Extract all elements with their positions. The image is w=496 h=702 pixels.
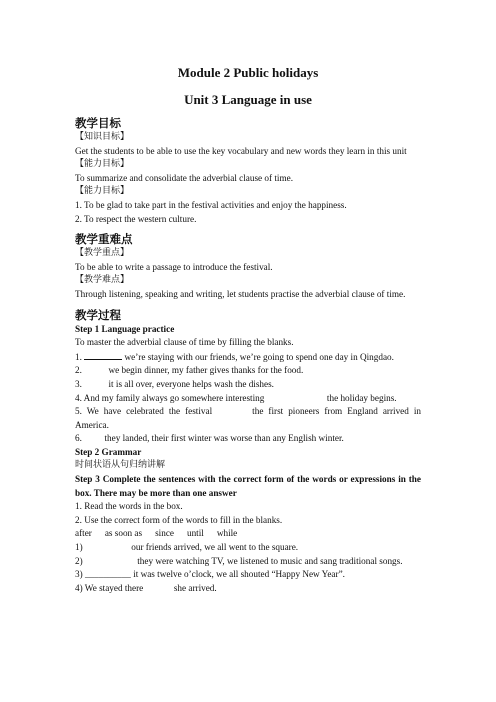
exercise-number: 2)	[75, 555, 83, 566]
sentence-text: 5. We have celebrated the festival	[75, 406, 213, 417]
ability-goal-label-2: 【能力目标】	[75, 186, 130, 197]
ability-goal-text: To summarize and consolidate the adverbial clause of time.	[75, 172, 293, 183]
sentence-text: we begin dinner, my father gives thanks for the food.	[108, 365, 304, 376]
section-heading-focus: 教学重难点	[75, 232, 133, 247]
step1-intro: To master the adverbial clause of time by filling the blanks.	[75, 337, 294, 348]
sentence-text: we’re staying with our friends, we’re going to spend one day in Qingdao.	[122, 351, 394, 362]
word-box	[75, 527, 421, 541]
sentence-text: the first pioneers from England arrived in America.	[75, 406, 422, 430]
section-heading-process: 教学过程	[75, 307, 121, 322]
step3-title: Step 3 Complete the sentences with the correct form of the words or expressions in the box. There may be more than one answer	[75, 474, 421, 498]
word-box-item: while	[216, 528, 238, 539]
step3-exercise-2	[75, 555, 421, 569]
step1-title: Step 1 Language practice	[75, 323, 175, 334]
exercise-text: they were watching TV, we listened to music and sang traditional songs.	[137, 555, 403, 566]
step1-sentence-3	[75, 378, 421, 392]
sentence-text: it is all over, everyone helps wash the dishes.	[108, 378, 274, 389]
sentence-text: the holiday begins.	[326, 392, 397, 403]
document-body	[75, 116, 421, 595]
ability-goal-label: 【能力目标】	[75, 159, 130, 170]
knowledge-goal-label: 【知识目标】	[75, 132, 130, 142]
word-box-item: as soon as	[104, 528, 143, 539]
sentence-text: 4. And my family always go somewhere interesting	[75, 392, 265, 403]
step1-sentence-6	[75, 432, 421, 446]
document-subtitle: Unit 3 Language in use	[184, 92, 312, 107]
step3-exercise-1	[75, 541, 421, 555]
sentence-number: 6.	[75, 433, 82, 444]
ability-goal-item-1: 1. To be glad to take part in the festival activities and enjoy the happiness.	[75, 199, 347, 210]
word-box-item: since	[155, 528, 174, 539]
step3-exercise-3	[75, 568, 421, 582]
answer-blank	[84, 350, 122, 360]
sentence-number: 1.	[75, 351, 82, 362]
step3-instruction-2: 2. Use the correct form of the words to fill in the blanks.	[75, 514, 283, 525]
word-box-item: after	[75, 528, 92, 539]
document-title: Module 2 Public holidays	[177, 65, 319, 80]
knowledge-goal-text: Get the students to be able to use the key vocabulary and new words they learn in this unit	[75, 145, 407, 156]
sentence-number: 2.	[75, 365, 82, 376]
exercise-text: 4) We stayed there	[75, 582, 144, 593]
exercise-text: it was twelve o’clock, we all shouted “Happy New Year”.	[130, 569, 345, 580]
step3-exercise-4	[75, 582, 421, 596]
step2-title: Step 2 Grammar	[75, 446, 142, 457]
key-point-label: 【教学重点】	[75, 248, 130, 259]
exercise-text: our friends arrived, we all went to the square.	[131, 542, 299, 553]
word-box-item: until	[186, 528, 204, 539]
key-point-text: To be able to write a passage to introduce the festival.	[75, 261, 273, 272]
exercise-number: 1)	[75, 542, 83, 553]
section-heading-goals: 教学目标	[75, 116, 121, 130]
sentence-number: 3.	[75, 378, 82, 389]
step1-sentence-2	[75, 364, 421, 378]
answer-blank: __________	[84, 569, 131, 580]
difficult-point-text: Through listening, speaking and writing, let students practise the adverbial clause of time.	[75, 288, 406, 299]
step1-sentence-5	[75, 405, 421, 432]
step1-sentence-4	[75, 392, 421, 406]
exercise-text: she arrived.	[173, 582, 217, 593]
ability-goal-item-2: 2. To respect the western culture.	[75, 213, 197, 224]
exercise-number: 3)	[75, 569, 83, 580]
difficult-point-label: 【教学难点】	[75, 275, 130, 286]
sentence-text: they landed, their first winter was worse than any English winter.	[104, 433, 344, 444]
step1-sentence-1	[75, 350, 421, 365]
step3-instruction-1: 1. Read the words in the box.	[75, 501, 183, 512]
step2-note: 时间状语从句归纳讲解	[75, 460, 166, 471]
